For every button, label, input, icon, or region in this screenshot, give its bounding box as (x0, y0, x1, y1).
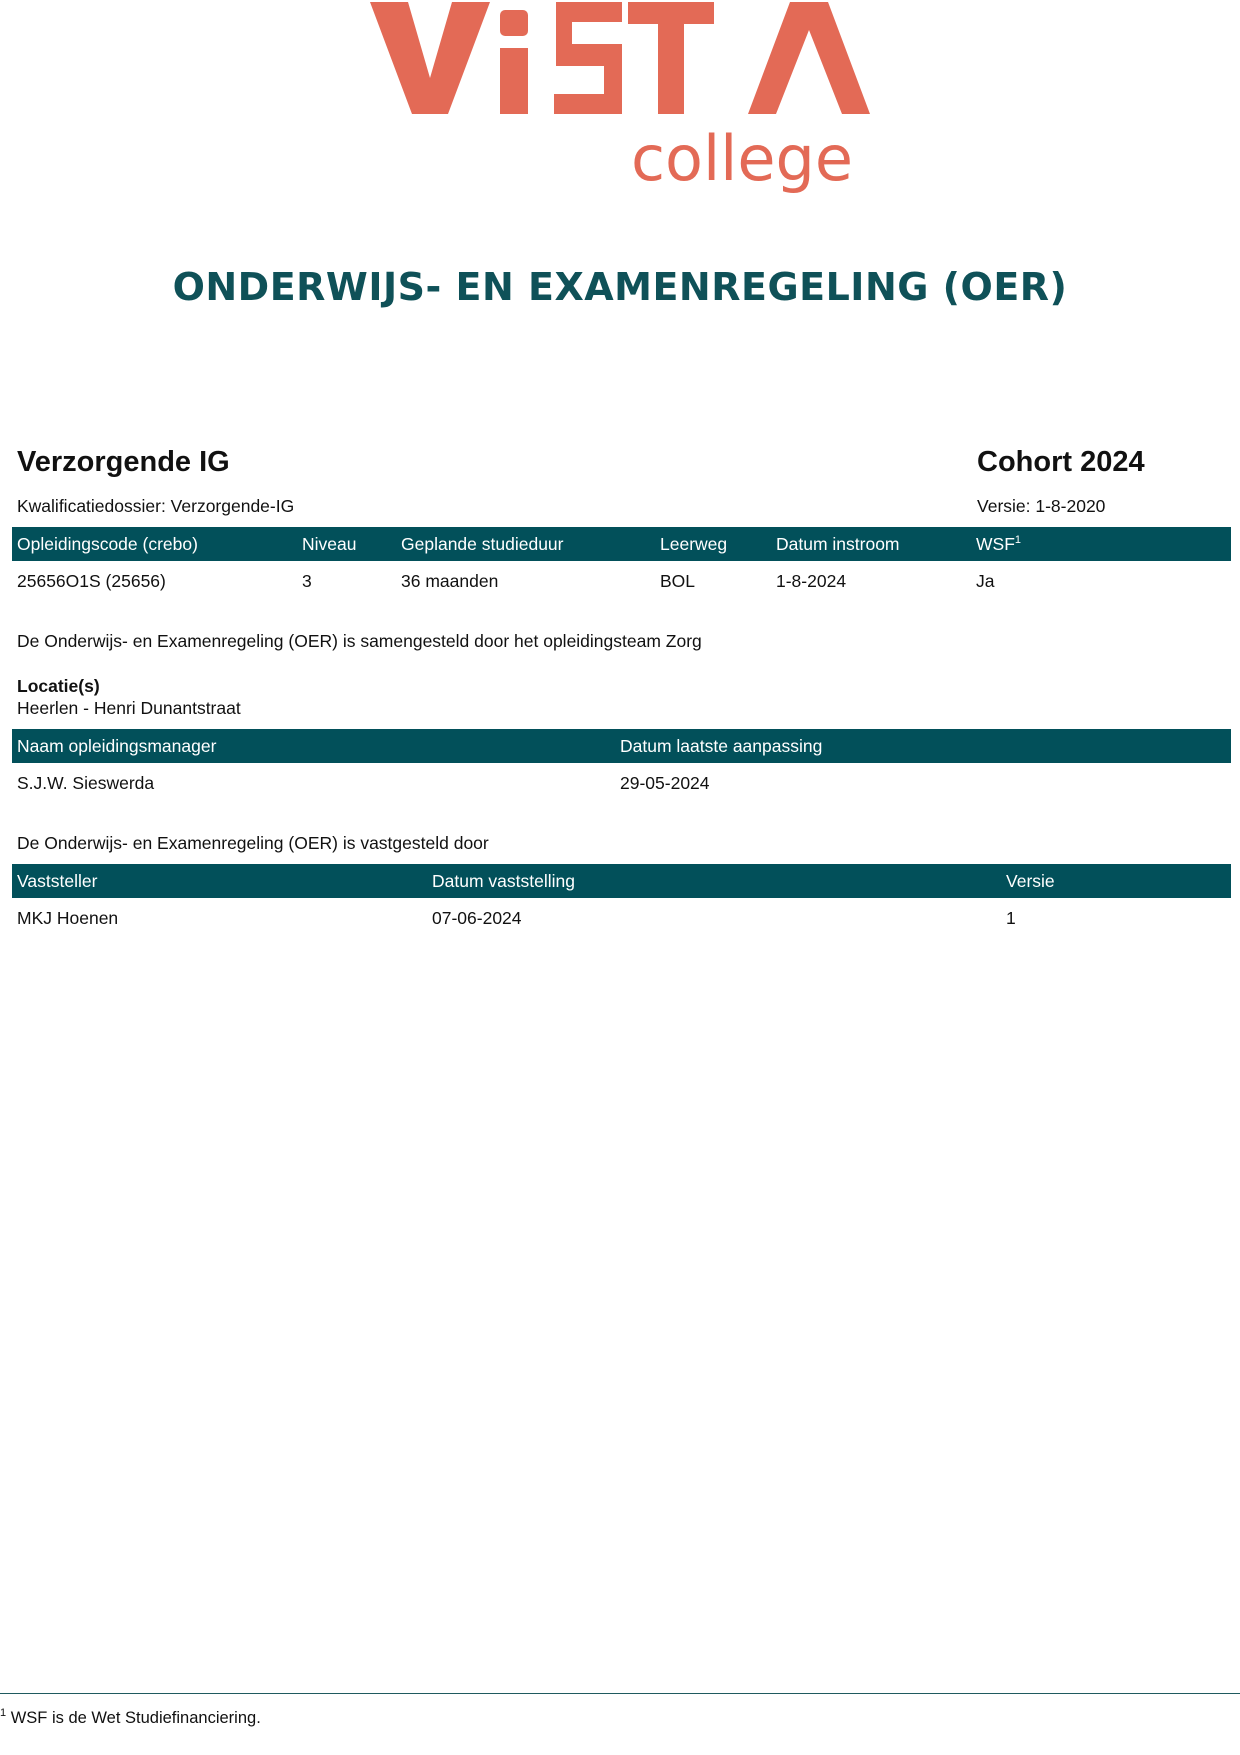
cell-versie: 1 (1006, 908, 1016, 928)
adoption-table-row (12, 901, 1231, 935)
cell-last-update: 29-05-2024 (620, 773, 710, 793)
cell-wsf: Ja (976, 571, 995, 591)
header-manager-name: Naam opleidingsmanager (17, 736, 217, 756)
cell-leerweg: BOL (660, 571, 696, 591)
wsf-footnote-mark: 1 (1014, 534, 1022, 546)
document-title: ONDERWIJS- EN EXAMENREGELING (OER) (172, 265, 1068, 309)
qualification-file: Kwalificatiedossier: Verzorgende-IG (17, 496, 295, 516)
header-versie: Versie (1006, 871, 1055, 891)
footnote (0, 1709, 261, 1728)
logo-graphic (0, 0, 1240, 205)
header-wsf-label: WSF (976, 534, 1015, 554)
locations-label: Locatie(s) (17, 676, 100, 696)
vista-college-logo (0, 0, 1240, 205)
cohort-label: Cohort 2024 (977, 446, 1145, 478)
logo-letter-a (748, 2, 870, 114)
locations-value: Heerlen - Henri Dunantstraat (17, 698, 241, 718)
composed-by-text: De Onderwijs- en Examenregeling (OER) is samengesteld door het opleidingsteam Zorg (17, 631, 702, 651)
header-wsf (976, 527, 1021, 561)
logo-letter-t-stem (658, 24, 684, 114)
adopted-by-text: De Onderwijs- en Examenregeling (OER) is vastgesteld door (17, 833, 489, 853)
program-name: Verzorgende IG (17, 446, 230, 478)
logo-letter-t-top (628, 2, 714, 24)
header-last-update: Datum laatste aanpassing (620, 736, 823, 756)
qualification-version: Versie: 1-8-2020 (977, 496, 1106, 516)
manager-table-header (12, 729, 1231, 763)
header-crebo: Opleidingscode (crebo) (17, 534, 198, 554)
logo-college-text: college (630, 122, 854, 195)
cell-manager-name: S.J.W. Sieswerda (17, 773, 155, 793)
header-datum-vaststelling: Datum vaststelling (432, 871, 575, 891)
cell-studieduur: 36 maanden (401, 571, 499, 591)
details-table-header (12, 527, 1231, 561)
header-niveau: Niveau (302, 534, 357, 554)
footnote-mark: 1 (0, 1707, 7, 1719)
logo-letter-s (554, 2, 622, 114)
footnote-text: WSF is de Wet Studiefinanciering. (10, 1709, 261, 1727)
header-datum-instroom: Datum instroom (776, 534, 900, 554)
logo-letter-v (370, 2, 490, 114)
adoption-table-header (12, 864, 1231, 898)
cell-datum-vaststelling: 07-06-2024 (432, 908, 522, 928)
header-leerweg: Leerweg (660, 534, 728, 554)
cell-niveau: 3 (302, 571, 312, 591)
header-vaststeller: Vaststeller (17, 871, 98, 891)
logo-letter-i-dot (500, 10, 528, 36)
cell-vaststeller: MKJ Hoenen (17, 908, 119, 928)
cell-datum-instroom: 1-8-2024 (776, 571, 847, 591)
header-studieduur: Geplande studieduur (401, 534, 564, 554)
logo-letter-i-stem (500, 48, 528, 114)
footnote-divider (0, 1693, 1240, 1694)
cell-crebo: 25656O1S (25656) (17, 571, 166, 591)
manager-table-row (12, 766, 1231, 800)
details-table-row (12, 564, 1231, 598)
